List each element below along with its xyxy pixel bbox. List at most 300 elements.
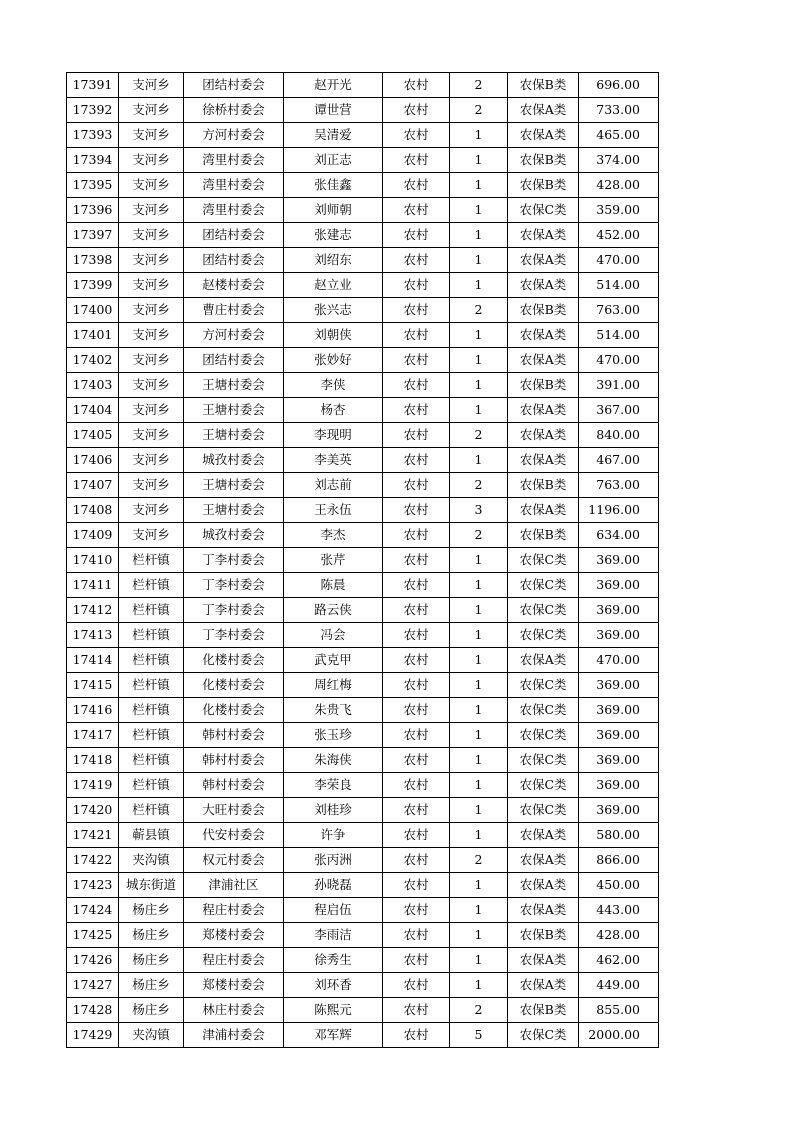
cell-insurance-class: 农保B类 xyxy=(508,173,579,198)
cell-amount: 763.00 xyxy=(579,473,659,498)
cell-name: 武克甲 xyxy=(284,648,383,673)
cell-village-committee: 丁李村委会 xyxy=(184,598,284,623)
cell-township: 杨庄乡 xyxy=(119,998,184,1023)
cell-name: 朱海侠 xyxy=(284,748,383,773)
cell-record-id: 17411 xyxy=(67,573,119,598)
cell-village-committee: 津浦村委会 xyxy=(184,1023,284,1048)
cell-insurance-class: 农保A类 xyxy=(508,648,579,673)
cell-person-count: 1 xyxy=(450,573,508,598)
cell-record-id: 17416 xyxy=(67,698,119,723)
cell-village-committee: 王塘村委会 xyxy=(184,498,284,523)
cell-record-id: 17409 xyxy=(67,523,119,548)
cell-insurance-class: 农保B类 xyxy=(508,73,579,98)
cell-person-count: 1 xyxy=(450,923,508,948)
cell-record-id: 17423 xyxy=(67,873,119,898)
cell-household-type: 农村 xyxy=(383,273,450,298)
cell-amount: 449.00 xyxy=(579,973,659,998)
cell-person-count: 1 xyxy=(450,273,508,298)
cell-insurance-class: 农保A类 xyxy=(508,123,579,148)
table-row xyxy=(67,823,659,848)
cell-record-id: 17403 xyxy=(67,373,119,398)
cell-village-committee: 团结村委会 xyxy=(184,73,284,98)
cell-insurance-class: 农保B类 xyxy=(508,148,579,173)
cell-township: 栏杆镇 xyxy=(119,798,184,823)
cell-insurance-class: 农保A类 xyxy=(508,223,579,248)
cell-record-id: 17414 xyxy=(67,648,119,673)
cell-amount: 763.00 xyxy=(579,298,659,323)
cell-insurance-class: 农保C类 xyxy=(508,698,579,723)
cell-amount: 369.00 xyxy=(579,723,659,748)
cell-village-committee: 林庄村委会 xyxy=(184,998,284,1023)
cell-village-committee: 城孜村委会 xyxy=(184,448,284,473)
cell-name: 张丙洲 xyxy=(284,848,383,873)
cell-village-committee: 方河村委会 xyxy=(184,123,284,148)
cell-household-type: 农村 xyxy=(383,173,450,198)
cell-village-committee: 化楼村委会 xyxy=(184,673,284,698)
cell-insurance-class: 农保C类 xyxy=(508,548,579,573)
cell-name: 程启伍 xyxy=(284,898,383,923)
cell-household-type: 农村 xyxy=(383,973,450,998)
cell-township: 支河乡 xyxy=(119,248,184,273)
cell-village-committee: 程庄村委会 xyxy=(184,948,284,973)
cell-insurance-class: 农保A类 xyxy=(508,498,579,523)
cell-township: 支河乡 xyxy=(119,523,184,548)
cell-name: 刘环香 xyxy=(284,973,383,998)
cell-township: 栏杆镇 xyxy=(119,673,184,698)
cell-person-count: 1 xyxy=(450,823,508,848)
cell-record-id: 17426 xyxy=(67,948,119,973)
table-row xyxy=(67,523,659,548)
cell-township: 支河乡 xyxy=(119,348,184,373)
cell-township: 栏杆镇 xyxy=(119,748,184,773)
cell-record-id: 17419 xyxy=(67,773,119,798)
cell-record-id: 17415 xyxy=(67,673,119,698)
cell-name: 李杰 xyxy=(284,523,383,548)
cell-record-id: 17420 xyxy=(67,798,119,823)
cell-insurance-class: 农保B类 xyxy=(508,523,579,548)
cell-record-id: 17394 xyxy=(67,148,119,173)
cell-household-type: 农村 xyxy=(383,673,450,698)
cell-household-type: 农村 xyxy=(383,873,450,898)
table-row xyxy=(67,673,659,698)
cell-person-count: 1 xyxy=(450,648,508,673)
cell-township: 支河乡 xyxy=(119,498,184,523)
cell-amount: 369.00 xyxy=(579,748,659,773)
cell-household-type: 农村 xyxy=(383,773,450,798)
cell-village-committee: 徐桥村委会 xyxy=(184,98,284,123)
cell-household-type: 农村 xyxy=(383,623,450,648)
cell-amount: 428.00 xyxy=(579,923,659,948)
table-row xyxy=(67,498,659,523)
cell-household-type: 农村 xyxy=(383,848,450,873)
cell-person-count: 1 xyxy=(450,223,508,248)
cell-village-committee: 化楼村委会 xyxy=(184,698,284,723)
cell-village-committee: 代安村委会 xyxy=(184,823,284,848)
cell-insurance-class: 农保A类 xyxy=(508,423,579,448)
cell-record-id: 17392 xyxy=(67,98,119,123)
cell-amount: 369.00 xyxy=(579,548,659,573)
cell-record-id: 17405 xyxy=(67,423,119,448)
table-row xyxy=(67,773,659,798)
cell-person-count: 2 xyxy=(450,998,508,1023)
cell-amount: 733.00 xyxy=(579,98,659,123)
cell-amount: 374.00 xyxy=(579,148,659,173)
cell-insurance-class: 农保A类 xyxy=(508,898,579,923)
cell-household-type: 农村 xyxy=(383,323,450,348)
table-row xyxy=(67,898,659,923)
cell-household-type: 农村 xyxy=(383,598,450,623)
table-row xyxy=(67,848,659,873)
cell-name: 赵立业 xyxy=(284,273,383,298)
cell-name: 谭世营 xyxy=(284,98,383,123)
cell-name: 赵开光 xyxy=(284,73,383,98)
cell-person-count: 1 xyxy=(450,723,508,748)
cell-record-id: 17407 xyxy=(67,473,119,498)
cell-person-count: 1 xyxy=(450,973,508,998)
cell-village-committee: 王塘村委会 xyxy=(184,423,284,448)
cell-insurance-class: 农保C类 xyxy=(508,748,579,773)
cell-insurance-class: 农保B类 xyxy=(508,923,579,948)
cell-village-committee: 团结村委会 xyxy=(184,223,284,248)
cell-township: 支河乡 xyxy=(119,273,184,298)
cell-record-id: 17402 xyxy=(67,348,119,373)
cell-household-type: 农村 xyxy=(383,223,450,248)
cell-name: 路云侠 xyxy=(284,598,383,623)
cell-township: 支河乡 xyxy=(119,73,184,98)
cell-name: 刘桂珍 xyxy=(284,798,383,823)
table-row xyxy=(67,473,659,498)
cell-person-count: 1 xyxy=(450,248,508,273)
cell-household-type: 农村 xyxy=(383,523,450,548)
cell-insurance-class: 农保A类 xyxy=(508,248,579,273)
cell-insurance-class: 农保C类 xyxy=(508,573,579,598)
cell-name: 刘朝侠 xyxy=(284,323,383,348)
cell-record-id: 17397 xyxy=(67,223,119,248)
cell-township: 杨庄乡 xyxy=(119,898,184,923)
cell-village-committee: 韩村村委会 xyxy=(184,773,284,798)
cell-person-count: 2 xyxy=(450,473,508,498)
table-row xyxy=(67,73,659,98)
cell-name: 李荣良 xyxy=(284,773,383,798)
cell-name: 朱贵飞 xyxy=(284,698,383,723)
cell-amount: 369.00 xyxy=(579,798,659,823)
cell-village-committee: 湾里村委会 xyxy=(184,198,284,223)
cell-name: 刘绍东 xyxy=(284,248,383,273)
cell-record-id: 17395 xyxy=(67,173,119,198)
cell-record-id: 17429 xyxy=(67,1023,119,1048)
cell-person-count: 1 xyxy=(450,948,508,973)
cell-person-count: 2 xyxy=(450,523,508,548)
cell-record-id: 17425 xyxy=(67,923,119,948)
cell-township: 城东街道 xyxy=(119,873,184,898)
cell-township: 支河乡 xyxy=(119,373,184,398)
cell-insurance-class: 农保A类 xyxy=(508,273,579,298)
cell-village-committee: 湾里村委会 xyxy=(184,173,284,198)
cell-household-type: 农村 xyxy=(383,823,450,848)
cell-village-committee: 化楼村委会 xyxy=(184,648,284,673)
table-row xyxy=(67,123,659,148)
cell-amount: 369.00 xyxy=(579,623,659,648)
cell-village-committee: 团结村委会 xyxy=(184,348,284,373)
cell-amount: 369.00 xyxy=(579,673,659,698)
cell-household-type: 农村 xyxy=(383,498,450,523)
cell-name: 周红梅 xyxy=(284,673,383,698)
cell-record-id: 17417 xyxy=(67,723,119,748)
cell-household-type: 农村 xyxy=(383,698,450,723)
cell-township: 栏杆镇 xyxy=(119,573,184,598)
cell-insurance-class: 农保C类 xyxy=(508,798,579,823)
cell-insurance-class: 农保B类 xyxy=(508,473,579,498)
cell-amount: 369.00 xyxy=(579,573,659,598)
cell-household-type: 农村 xyxy=(383,98,450,123)
cell-village-committee: 王塘村委会 xyxy=(184,473,284,498)
cell-record-id: 17413 xyxy=(67,623,119,648)
cell-amount: 514.00 xyxy=(579,323,659,348)
cell-household-type: 农村 xyxy=(383,898,450,923)
table-row xyxy=(67,423,659,448)
cell-amount: 470.00 xyxy=(579,348,659,373)
cell-household-type: 农村 xyxy=(383,723,450,748)
cell-name: 杨杏 xyxy=(284,398,383,423)
cell-name: 刘师朝 xyxy=(284,198,383,223)
cell-township: 支河乡 xyxy=(119,223,184,248)
cell-insurance-class: 农保A类 xyxy=(508,398,579,423)
table-row xyxy=(67,598,659,623)
cell-person-count: 1 xyxy=(450,673,508,698)
cell-person-count: 1 xyxy=(450,123,508,148)
cell-insurance-class: 农保B类 xyxy=(508,298,579,323)
cell-name: 张玉珍 xyxy=(284,723,383,748)
cell-record-id: 17424 xyxy=(67,898,119,923)
cell-insurance-class: 农保A类 xyxy=(508,848,579,873)
table-row xyxy=(67,723,659,748)
cell-record-id: 17391 xyxy=(67,73,119,98)
cell-name: 张芹 xyxy=(284,548,383,573)
cell-household-type: 农村 xyxy=(383,798,450,823)
cell-record-id: 17427 xyxy=(67,973,119,998)
table-row xyxy=(67,548,659,573)
cell-name: 李雨洁 xyxy=(284,923,383,948)
cell-person-count: 1 xyxy=(450,548,508,573)
cell-insurance-class: 农保A类 xyxy=(508,948,579,973)
cell-record-id: 17401 xyxy=(67,323,119,348)
cell-name: 张建志 xyxy=(284,223,383,248)
table-row xyxy=(67,648,659,673)
cell-insurance-class: 农保B类 xyxy=(508,998,579,1023)
cell-household-type: 农村 xyxy=(383,198,450,223)
cell-township: 栏杆镇 xyxy=(119,548,184,573)
cell-person-count: 2 xyxy=(450,298,508,323)
cell-township: 栏杆镇 xyxy=(119,698,184,723)
cell-amount: 465.00 xyxy=(579,123,659,148)
cell-name: 刘志前 xyxy=(284,473,383,498)
cell-person-count: 2 xyxy=(450,98,508,123)
cell-insurance-class: 农保A类 xyxy=(508,348,579,373)
cell-township: 夹沟镇 xyxy=(119,1023,184,1048)
cell-insurance-class: 农保A类 xyxy=(508,873,579,898)
cell-insurance-class: 农保C类 xyxy=(508,598,579,623)
cell-person-count: 1 xyxy=(450,448,508,473)
cell-village-committee: 丁李村委会 xyxy=(184,548,284,573)
cell-amount: 367.00 xyxy=(579,398,659,423)
cell-township: 支河乡 xyxy=(119,448,184,473)
cell-person-count: 1 xyxy=(450,373,508,398)
cell-village-committee: 丁李村委会 xyxy=(184,623,284,648)
cell-township: 支河乡 xyxy=(119,398,184,423)
cell-record-id: 17399 xyxy=(67,273,119,298)
table-row xyxy=(67,198,659,223)
cell-township: 支河乡 xyxy=(119,323,184,348)
cell-amount: 634.00 xyxy=(579,523,659,548)
cell-record-id: 17422 xyxy=(67,848,119,873)
cell-village-committee: 韩村村委会 xyxy=(184,748,284,773)
cell-insurance-class: 农保C类 xyxy=(508,723,579,748)
cell-record-id: 17428 xyxy=(67,998,119,1023)
cell-amount: 696.00 xyxy=(579,73,659,98)
cell-person-count: 2 xyxy=(450,848,508,873)
cell-township: 支河乡 xyxy=(119,98,184,123)
cell-record-id: 17412 xyxy=(67,598,119,623)
table-row xyxy=(67,748,659,773)
table-row xyxy=(67,448,659,473)
cell-amount: 428.00 xyxy=(579,173,659,198)
cell-township: 蕲县镇 xyxy=(119,823,184,848)
cell-township: 支河乡 xyxy=(119,173,184,198)
cell-amount: 369.00 xyxy=(579,598,659,623)
cell-record-id: 17406 xyxy=(67,448,119,473)
cell-amount: 369.00 xyxy=(579,698,659,723)
cell-township: 支河乡 xyxy=(119,423,184,448)
cell-amount: 470.00 xyxy=(579,648,659,673)
cell-record-id: 17421 xyxy=(67,823,119,848)
cell-household-type: 农村 xyxy=(383,473,450,498)
table-row xyxy=(67,623,659,648)
cell-village-committee: 赵楼村委会 xyxy=(184,273,284,298)
table-row xyxy=(67,273,659,298)
cell-insurance-class: 农保C类 xyxy=(508,1023,579,1048)
cell-person-count: 1 xyxy=(450,898,508,923)
cell-amount: 467.00 xyxy=(579,448,659,473)
cell-insurance-class: 农保B类 xyxy=(508,373,579,398)
cell-township: 栏杆镇 xyxy=(119,648,184,673)
cell-record-id: 17418 xyxy=(67,748,119,773)
cell-household-type: 农村 xyxy=(383,123,450,148)
cell-insurance-class: 农保A类 xyxy=(508,323,579,348)
cell-amount: 866.00 xyxy=(579,848,659,873)
cell-household-type: 农村 xyxy=(383,148,450,173)
cell-township: 支河乡 xyxy=(119,298,184,323)
cell-township: 杨庄乡 xyxy=(119,948,184,973)
table-row xyxy=(67,398,659,423)
cell-record-id: 17396 xyxy=(67,198,119,223)
table-row xyxy=(67,923,659,948)
cell-household-type: 农村 xyxy=(383,748,450,773)
cell-household-type: 农村 xyxy=(383,448,450,473)
cell-amount: 470.00 xyxy=(579,248,659,273)
cell-township: 杨庄乡 xyxy=(119,923,184,948)
cell-village-committee: 郑楼村委会 xyxy=(184,973,284,998)
cell-village-committee: 城孜村委会 xyxy=(184,523,284,548)
cell-township: 栏杆镇 xyxy=(119,723,184,748)
cell-person-count: 1 xyxy=(450,873,508,898)
cell-household-type: 农村 xyxy=(383,548,450,573)
cell-insurance-class: 农保C类 xyxy=(508,623,579,648)
cell-township: 支河乡 xyxy=(119,123,184,148)
cell-village-committee: 郑楼村委会 xyxy=(184,923,284,948)
cell-insurance-class: 农保A类 xyxy=(508,973,579,998)
cell-household-type: 农村 xyxy=(383,648,450,673)
cell-village-committee: 王塘村委会 xyxy=(184,373,284,398)
cell-name: 李美英 xyxy=(284,448,383,473)
cell-township: 支河乡 xyxy=(119,198,184,223)
cell-household-type: 农村 xyxy=(383,73,450,98)
cell-township: 栏杆镇 xyxy=(119,623,184,648)
cell-name: 陈熙元 xyxy=(284,998,383,1023)
cell-name: 王永伍 xyxy=(284,498,383,523)
table-row xyxy=(67,323,659,348)
cell-name: 许争 xyxy=(284,823,383,848)
cell-household-type: 农村 xyxy=(383,298,450,323)
cell-household-type: 农村 xyxy=(383,998,450,1023)
cell-household-type: 农村 xyxy=(383,373,450,398)
cell-amount: 840.00 xyxy=(579,423,659,448)
cell-record-id: 17400 xyxy=(67,298,119,323)
cell-person-count: 1 xyxy=(450,698,508,723)
cell-amount: 2000.00 xyxy=(579,1023,659,1048)
cell-person-count: 2 xyxy=(450,73,508,98)
cell-household-type: 农村 xyxy=(383,348,450,373)
table-row xyxy=(67,298,659,323)
cell-amount: 443.00 xyxy=(579,898,659,923)
cell-record-id: 17410 xyxy=(67,548,119,573)
table-row xyxy=(67,998,659,1023)
table-row xyxy=(67,698,659,723)
cell-name: 张兴志 xyxy=(284,298,383,323)
cell-insurance-class: 农保C类 xyxy=(508,673,579,698)
cell-household-type: 农村 xyxy=(383,398,450,423)
cell-person-count: 2 xyxy=(450,423,508,448)
cell-insurance-class: 农保C类 xyxy=(508,773,579,798)
cell-township: 杨庄乡 xyxy=(119,973,184,998)
cell-amount: 391.00 xyxy=(579,373,659,398)
cell-village-committee: 团结村委会 xyxy=(184,248,284,273)
cell-village-committee: 湾里村委会 xyxy=(184,148,284,173)
cell-name: 张佳鑫 xyxy=(284,173,383,198)
cell-village-committee: 方河村委会 xyxy=(184,323,284,348)
cell-name: 邓军辉 xyxy=(284,1023,383,1048)
cell-person-count: 1 xyxy=(450,798,508,823)
cell-amount: 359.00 xyxy=(579,198,659,223)
cell-person-count: 3 xyxy=(450,498,508,523)
cell-household-type: 农村 xyxy=(383,248,450,273)
cell-household-type: 农村 xyxy=(383,423,450,448)
table-row xyxy=(67,248,659,273)
cell-person-count: 1 xyxy=(450,348,508,373)
cell-record-id: 17404 xyxy=(67,398,119,423)
cell-amount: 855.00 xyxy=(579,998,659,1023)
cell-name: 冯会 xyxy=(284,623,383,648)
table-row xyxy=(67,948,659,973)
cell-amount: 369.00 xyxy=(579,773,659,798)
table-row xyxy=(67,98,659,123)
cell-person-count: 1 xyxy=(450,398,508,423)
table-row xyxy=(67,373,659,398)
cell-amount: 450.00 xyxy=(579,873,659,898)
cell-township: 栏杆镇 xyxy=(119,773,184,798)
cell-record-id: 17398 xyxy=(67,248,119,273)
cell-township: 夹沟镇 xyxy=(119,848,184,873)
table-row xyxy=(67,173,659,198)
